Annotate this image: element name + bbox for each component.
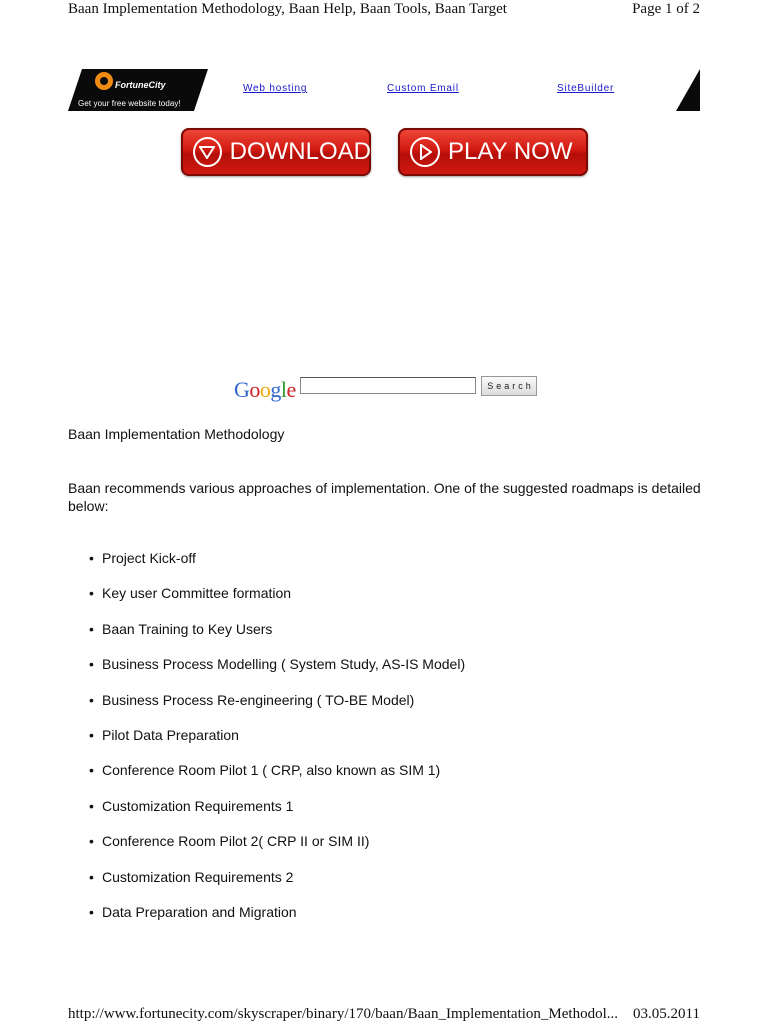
list-item: • Key user Committee formation: [68, 584, 465, 619]
fortunecity-brand: FortuneCity: [115, 80, 166, 90]
download-arrow-icon: [193, 137, 222, 167]
banner-right-decoration: [676, 69, 700, 111]
list-item: • Business Process Re-engineering ( TO-BE Model): [68, 691, 465, 726]
page-heading: Baan Implementation Methodology: [68, 426, 285, 442]
web-hosting-link[interactable]: Web hosting: [243, 83, 308, 94]
list-item: • Baan Training to Key Users: [68, 620, 465, 655]
list-item: • Project Kick-off: [68, 549, 465, 584]
roadmap-list: [68, 549, 465, 938]
list-item: • Conference Room Pilot 2( CRP II or SIM II): [68, 832, 465, 867]
print-header-page-number: Page 1 of 2: [632, 1, 700, 17]
list-item: • Customization Requirements 2: [68, 868, 465, 903]
play-now-button[interactable]: [398, 128, 588, 176]
play-now-button-label: PLAY NOW: [448, 138, 573, 165]
fortunecity-tagline: Get your free website today!: [78, 99, 181, 108]
list-item: • Data Preparation and Migration: [68, 903, 465, 938]
download-button-label: DOWNLOAD: [229, 138, 371, 165]
download-button[interactable]: [181, 128, 371, 176]
google-logo: Google: [234, 377, 296, 402]
list-item: • Customization Requirements 1: [68, 797, 465, 832]
sitebuilder-link[interactable]: SiteBuilder: [557, 83, 615, 94]
print-footer-url: http://www.fortunecity.com/skyscraper/binary/170/baan/Baan_Implementation_Methodol...: [68, 1006, 619, 1022]
google-search-input[interactable]: [300, 377, 476, 394]
custom-email-link[interactable]: Custom Email: [387, 83, 459, 94]
google-search-button[interactable]: Search: [481, 376, 537, 396]
print-header-title: Baan Implementation Methodology, Baan Help, Baan Tools, Baan Target: [68, 1, 507, 17]
print-footer-date: 03.05.2011: [633, 1006, 700, 1022]
list-item: • Pilot Data Preparation: [68, 726, 465, 761]
list-item: • Business Process Modelling ( System Study, AS-IS Model): [68, 655, 465, 690]
play-icon: [410, 137, 440, 167]
intro-paragraph: Baan recommends various approaches of implementation. One of the suggested roadmaps is detailed below:: [68, 480, 701, 514]
list-item: • Conference Room Pilot 1 ( CRP, also known as SIM 1): [68, 761, 465, 796]
